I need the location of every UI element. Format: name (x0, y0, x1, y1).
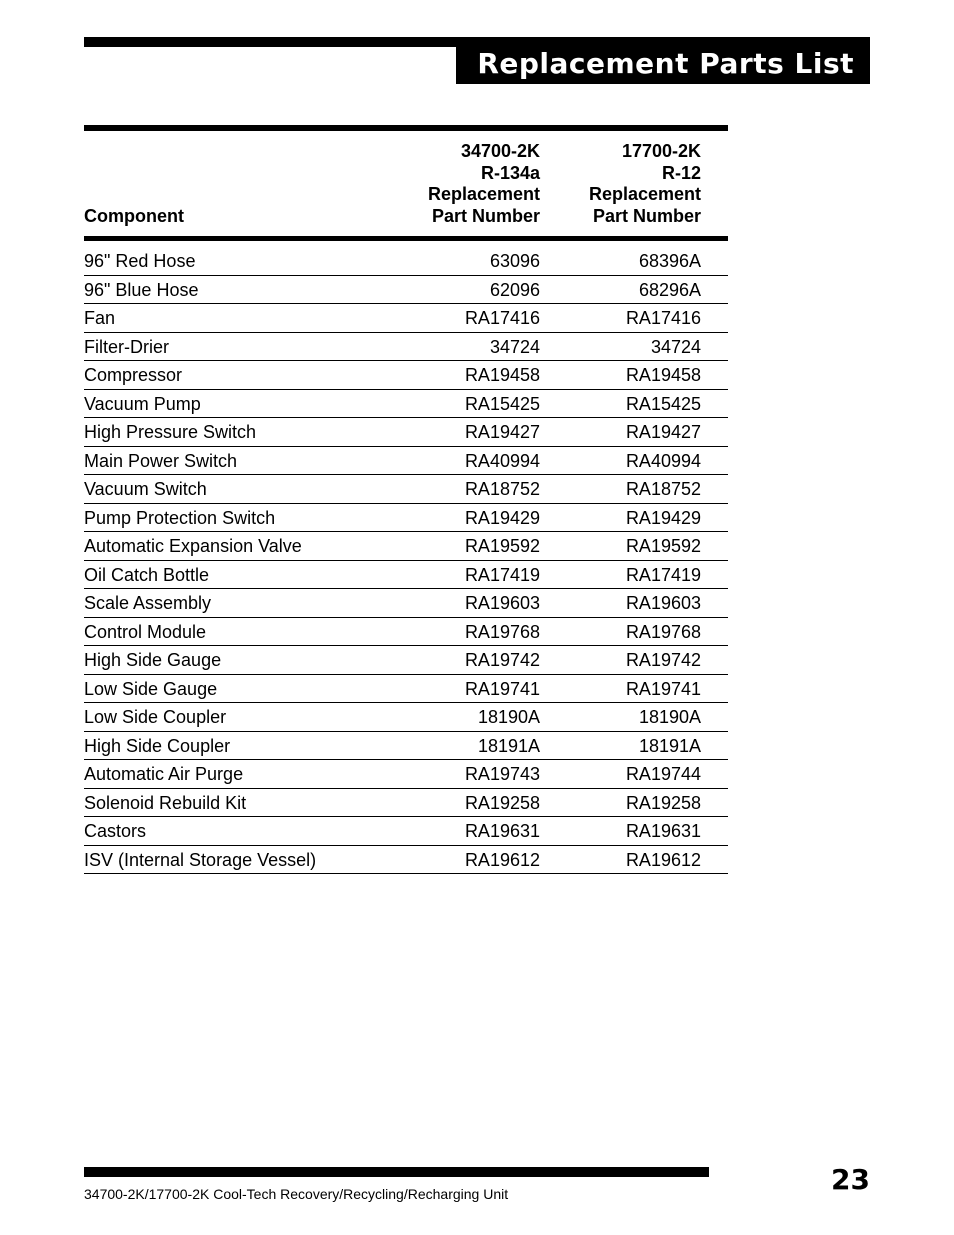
table-row (84, 390, 728, 419)
component-cell: Scale Assembly (84, 593, 212, 613)
part-number-17700-cell: RA19741 (625, 678, 701, 699)
table-row (84, 846, 728, 875)
component-cell: Fan (84, 308, 116, 328)
part-number-17700-cell: RA19427 (625, 422, 701, 442)
column-header-line: Part Number (592, 205, 701, 226)
part-number-17700-cell: RA19768 (625, 621, 701, 642)
part-number-34700-cell: RA19768 (464, 621, 540, 642)
part-number-17700-cell: 68396A (638, 251, 701, 271)
table-row (84, 618, 728, 647)
table-row (84, 475, 728, 504)
component-cell: Pump Protection Switch (84, 507, 276, 528)
part-number-34700-cell: RA19742 (464, 650, 540, 670)
part-number-17700-cell: RA19458 (625, 365, 701, 385)
table-row (84, 361, 728, 390)
part-number-17700-cell: RA15425 (625, 393, 701, 414)
part-number-17700-cell: RA19429 (625, 507, 701, 528)
column-header-line: Replacement (588, 184, 701, 204)
footer-product-name: 34700-2K/17700-2K Cool-Tech Recovery/Recycling/Recharging Unit (84, 1186, 509, 1202)
part-number-17700-cell: RA40994 (625, 450, 701, 471)
part-number-34700-cell: 18191A (477, 735, 540, 756)
component-cell: Automatic Air Purge (84, 764, 244, 784)
table-row (84, 418, 728, 447)
part-number-17700-cell: 68296A (638, 279, 701, 300)
part-number-34700-cell: RA17419 (464, 564, 540, 585)
table-row (84, 504, 728, 533)
part-number-34700-cell: RA19429 (464, 507, 540, 528)
table-row (84, 447, 728, 476)
table-row (84, 589, 728, 618)
table-row (84, 333, 728, 362)
component-cell: Automatic Expansion Valve (84, 536, 302, 556)
title-banner (456, 37, 870, 84)
table-row (84, 276, 728, 305)
component-cell: High Side Gauge (84, 650, 222, 670)
component-cell: Low Side Coupler (84, 707, 227, 727)
part-number-34700-cell: RA15425 (464, 393, 540, 414)
component-cell: Vacuum Switch (84, 479, 207, 499)
column-header-component: Component (84, 206, 184, 226)
column-header-line: Replacement (427, 184, 540, 204)
table-row (84, 732, 728, 761)
part-number-34700-cell: RA17416 (464, 308, 540, 328)
parts-table-body (84, 247, 728, 874)
component-cell: High Pressure Switch (84, 422, 257, 442)
part-number-34700-cell: RA19612 (464, 849, 540, 870)
table-row (84, 675, 728, 704)
component-cell: Main Power Switch (84, 450, 238, 471)
column-header-line: 17700-2K (621, 141, 701, 161)
column-header-17700-2k (541, 141, 701, 227)
footer-rule (84, 1167, 709, 1177)
component-cell: Filter-Drier (84, 336, 169, 357)
part-number-17700-cell: RA19631 (625, 821, 701, 841)
component-cell: 96" Red Hose (84, 251, 196, 271)
column-header-34700-2k (380, 141, 540, 227)
part-number-34700-cell: RA19743 (464, 764, 540, 784)
part-number-17700-cell: RA18752 (625, 479, 701, 499)
column-header-line: Part Number (431, 205, 540, 226)
page-title: Replacement Parts List (477, 47, 854, 80)
part-number-34700-cell: RA19427 (464, 422, 540, 442)
part-number-34700-cell: 18190A (477, 707, 540, 727)
part-number-34700-cell: RA18752 (464, 479, 540, 499)
part-number-34700-cell: RA19458 (464, 365, 540, 385)
part-number-17700-cell: RA19258 (625, 792, 701, 813)
part-number-34700-cell: RA19741 (464, 678, 540, 699)
table-row (84, 760, 728, 789)
part-number-17700-cell: RA17416 (625, 308, 701, 328)
component-cell: Vacuum Pump (84, 393, 201, 414)
header-bottom-rule (84, 236, 728, 241)
table-row (84, 789, 728, 818)
component-cell: Oil Catch Bottle (84, 564, 210, 585)
page-number: 23 (831, 1163, 870, 1196)
part-number-34700-cell: RA19258 (464, 792, 540, 813)
column-header-line: R-12 (661, 162, 701, 183)
component-cell: 96" Blue Hose (84, 279, 199, 300)
part-number-34700-cell: RA40994 (464, 450, 540, 471)
part-number-17700-cell: RA19603 (625, 593, 701, 613)
component-cell: Solenoid Rebuild Kit (84, 792, 247, 813)
table-row (84, 561, 728, 590)
table-row (84, 703, 728, 732)
table-top-rule (84, 125, 728, 131)
column-header-line: 34700-2K (460, 141, 540, 161)
part-number-34700-cell: 62096 (489, 279, 540, 300)
column-header-line: R-134a (480, 162, 540, 183)
part-number-34700-cell: RA19603 (464, 593, 540, 613)
part-number-17700-cell: RA19744 (625, 764, 701, 784)
part-number-17700-cell: 18191A (638, 735, 701, 756)
part-number-17700-cell: RA17419 (625, 564, 701, 585)
table-row (84, 817, 728, 846)
table-row (84, 304, 728, 333)
table-row (84, 247, 728, 276)
component-cell: Low Side Gauge (84, 678, 218, 699)
table-row (84, 646, 728, 675)
part-number-17700-cell: RA19612 (625, 849, 701, 870)
component-cell: Castors (84, 821, 147, 841)
part-number-34700-cell: 63096 (489, 251, 540, 271)
part-number-17700-cell: 18190A (638, 707, 701, 727)
part-number-17700-cell: RA19592 (625, 536, 701, 556)
part-number-34700-cell: 34724 (489, 336, 540, 357)
part-number-17700-cell: 34724 (650, 336, 701, 357)
component-cell: ISV (Internal Storage Vessel) (84, 849, 317, 870)
table-row (84, 532, 728, 561)
part-number-17700-cell: RA19742 (625, 650, 701, 670)
part-number-34700-cell: RA19592 (464, 536, 540, 556)
component-cell: High Side Coupler (84, 735, 231, 756)
component-cell: Compressor (84, 365, 183, 385)
part-number-34700-cell: RA19631 (464, 821, 540, 841)
component-cell: Control Module (84, 621, 207, 642)
